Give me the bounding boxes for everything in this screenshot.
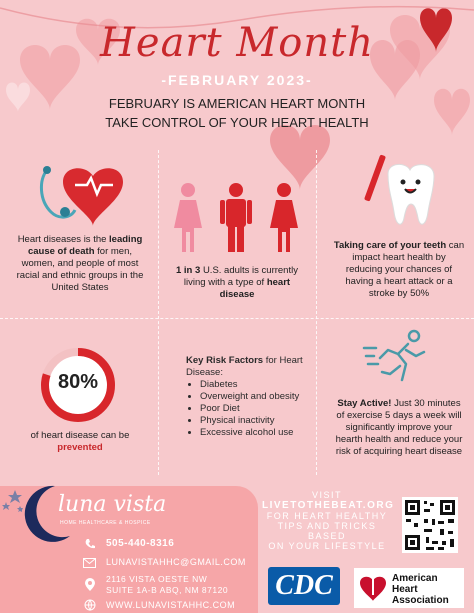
headline-line-1: FEBRUARY IS AMERICAN HEART MONTH — [108, 96, 366, 111]
stay-active-text — [333, 398, 465, 458]
headline-line-2: TAKE CONTROL OF YOUR HEART HEALTH — [105, 115, 369, 130]
teeth-text — [333, 240, 465, 300]
percent-label: 80% — [57, 371, 99, 393]
prevented-body: of heart disease can be — [30, 430, 130, 441]
aha-logo — [354, 568, 464, 608]
runner-icon — [362, 328, 436, 388]
prevented-bold: prevented — [57, 442, 103, 453]
globe-icon — [84, 599, 96, 611]
list-item: • Excessive alcohol use — [200, 427, 306, 439]
prevented-text — [15, 430, 145, 454]
visit-line-4: TIPS AND TRICKS BASED — [277, 521, 377, 541]
aha-line-2: Heart — [392, 584, 418, 595]
divider-vertical-left — [158, 150, 159, 475]
teeth-body: can impact heart health by reducing your chances of having a heart attack or a stroke by 50% — [345, 240, 465, 299]
one-in-three-body: U.S. adults is currently living with a type of — [183, 265, 298, 288]
visit-block — [262, 490, 395, 551]
qr-code[interactable] — [402, 497, 458, 553]
page-subtitle: -FEBRUARY 2023- — [161, 72, 313, 88]
one-in-three-text — [168, 265, 306, 301]
tooth-toothbrush-icon — [358, 152, 443, 234]
divider-vertical-right — [316, 150, 317, 475]
leading-cause-post: for men, women, and people of most racial and ethnic groups in the United States — [16, 246, 144, 293]
list-item: • Physical inactivity — [200, 415, 306, 427]
cdc-logo — [268, 567, 340, 605]
address-line-1: 2116 VISTA OESTE NW — [106, 574, 208, 584]
visit-line-2[interactable]: LIVETOTHEBEAT.ORG — [262, 500, 395, 511]
heart-stethoscope-icon — [35, 160, 130, 230]
leading-cause-text — [15, 234, 145, 294]
stay-active-bold: Stay Active! — [337, 398, 392, 409]
risk-factors-title-rest: for Heart Disease: — [186, 355, 303, 378]
address-line-2: SUITE 1A-B ABQ, NM 87120 — [106, 585, 229, 595]
risk-factors — [186, 355, 306, 439]
stay-active-body: Just 30 minutes of exercise 5 days a week will significantly improve your hearth health and reduce your risk of acquiring heart disease — [335, 398, 463, 457]
teeth-bold: Taking care of your teeth — [333, 240, 447, 251]
list-item: • Diabetes — [200, 379, 306, 391]
brand-tagline: HOME HEALTHCARE & HOSPICE — [60, 520, 151, 526]
aha-line-1: American — [392, 573, 438, 584]
email-address[interactable]: LUNAVISTAHHC@GMAIL.COM — [106, 557, 246, 567]
visit-line-5: ON YOUR LIFESTYLE — [268, 541, 386, 551]
website-link[interactable]: WWW.LUNAVISTAHHC.COM — [106, 600, 236, 610]
email-icon — [83, 558, 96, 568]
list-item: • Poor Diet — [200, 403, 306, 415]
risk-factors-list — [186, 379, 306, 439]
leading-cause-pre: Heart diseases is the — [17, 234, 107, 245]
people-icon — [168, 182, 306, 254]
heart-disease-bold: heart disease — [219, 277, 291, 300]
aha-line-3: Association — [392, 595, 449, 606]
phone-number[interactable]: 505-440-8316 — [106, 538, 175, 549]
list-item: • Overweight and obesity — [200, 391, 306, 403]
cdc-logo-text: CDC — [275, 570, 333, 601]
aha-heart-torch-icon — [358, 573, 388, 603]
location-icon — [85, 578, 95, 591]
divider-horizontal — [0, 318, 474, 319]
one-in-three-bold: 1 in 3 — [176, 265, 201, 276]
leading-cause-bold: leading cause of death — [27, 234, 143, 257]
brand-name: luna vista — [58, 492, 167, 517]
risk-factors-title — [186, 355, 306, 379]
phone-icon — [84, 538, 96, 550]
page-title: Heart Month — [100, 20, 374, 66]
visit-line-1: VISIT — [311, 490, 342, 500]
visit-line-3: FOR HEART HEALTHY — [266, 511, 388, 521]
risk-factors-title-bold: Key Risk Factors — [186, 355, 264, 366]
